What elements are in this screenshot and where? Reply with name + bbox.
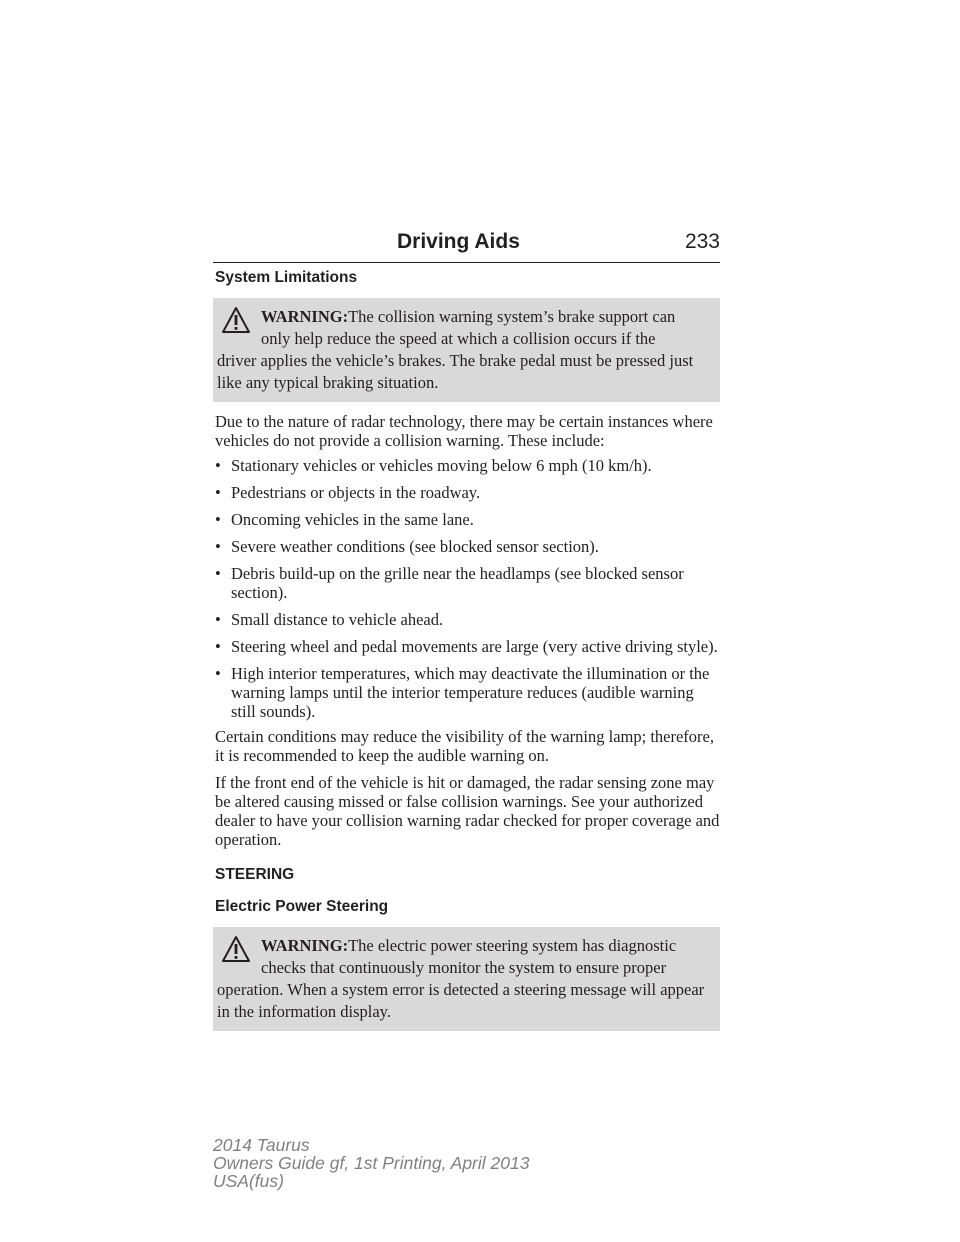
- bullet-icon: •: [215, 537, 221, 556]
- bullet-icon: •: [215, 510, 221, 529]
- page-header: [213, 228, 720, 263]
- warning-first-lines: [217, 935, 712, 979]
- footer-model: 2014 Taurus: [213, 1135, 310, 1155]
- bullet-icon: •: [215, 664, 221, 683]
- bullet-icon: •: [215, 456, 221, 475]
- warning-text-rest: driver applies the vehicle’s brakes. The brake pedal must be pressed just like any typical braking situation.: [217, 351, 694, 392]
- limitations-list: [215, 456, 720, 721]
- page-content: [215, 268, 720, 1031]
- warning-first-lines: [217, 306, 712, 350]
- warning-text-first: The electric power steering system has diagnostic: [348, 936, 677, 955]
- bullet-icon: •: [215, 564, 221, 583]
- warning-box-power-steering: [213, 927, 720, 1031]
- warning-text-first: The collision warning system’s brake support can: [348, 307, 676, 326]
- footer-region-line: [213, 1172, 529, 1190]
- warning-text-second: only help reduce the speed at which a collision occurs if the: [261, 329, 656, 348]
- list-item: • Oncoming vehicles in the same lane.: [215, 510, 474, 529]
- footer-edition: Owners Guide gf, 1st Printing, April 2013: [213, 1153, 530, 1173]
- list-item: • Pedestrians or objects in the roadway.: [215, 483, 481, 502]
- warning-box-brake-support: [213, 298, 720, 402]
- bullet-icon: •: [215, 610, 221, 629]
- warning-label: WARNING:: [261, 307, 349, 326]
- bullet-icon: •: [215, 483, 221, 502]
- section-heading-electric-power-steering: Electric Power Steering: [215, 898, 389, 915]
- visibility-paragraph: Certain conditions may reduce the visibility of the warning lamp; therefore, it is recommended to keep the audible warning on.: [215, 727, 714, 765]
- list-item: • Severe weather conditions (see blocked sensor section).: [215, 537, 599, 556]
- intro-paragraph: Due to the nature of radar technology, there may be certain instances where vehicles do not provide a collision warning. These include:: [215, 412, 713, 450]
- footer-region: USA: [213, 1171, 249, 1191]
- section-heading-steering: STEERING: [215, 866, 295, 883]
- page-footer: [213, 1136, 529, 1190]
- list-item: • Small distance to vehicle ahead.: [215, 610, 444, 629]
- list-item: • High interior temperatures, which may deactivate the illumination or the warning lamps until the interior temperature reduces (audible warning still sounds).: [215, 664, 710, 721]
- section-heading-system-limitations: System Limitations: [215, 269, 358, 286]
- warning-triangle-icon: [221, 935, 251, 963]
- warning-text-rest: operation. When a system error is detected a steering message will appear in the information display.: [217, 980, 705, 1021]
- list-item: • Stationary vehicles or vehicles moving below 6 mph (10 km/h).: [215, 456, 652, 475]
- warning-label: WARNING:: [261, 936, 349, 955]
- bullet-icon: •: [215, 637, 221, 656]
- warning-triangle-icon: [221, 306, 251, 334]
- warning-text-second: checks that continuously monitor the system to ensure proper: [261, 958, 667, 977]
- chapter-title: Driving Aids: [397, 230, 520, 253]
- page-number: 233: [684, 230, 720, 253]
- list-item: • Steering wheel and pedal movements are large (very active driving style).: [215, 637, 718, 656]
- footer-region-code: (fus): [248, 1171, 284, 1191]
- radar-damage-paragraph: If the front end of the vehicle is hit or damaged, the radar sensing zone may be altered causing missed or false collision warnings. See your authorized dealer to have your collision warning radar checked for proper coverage and operation.: [215, 773, 720, 849]
- list-item: • Debris build-up on the grille near the headlamps (see blocked sensor section).: [215, 564, 684, 602]
